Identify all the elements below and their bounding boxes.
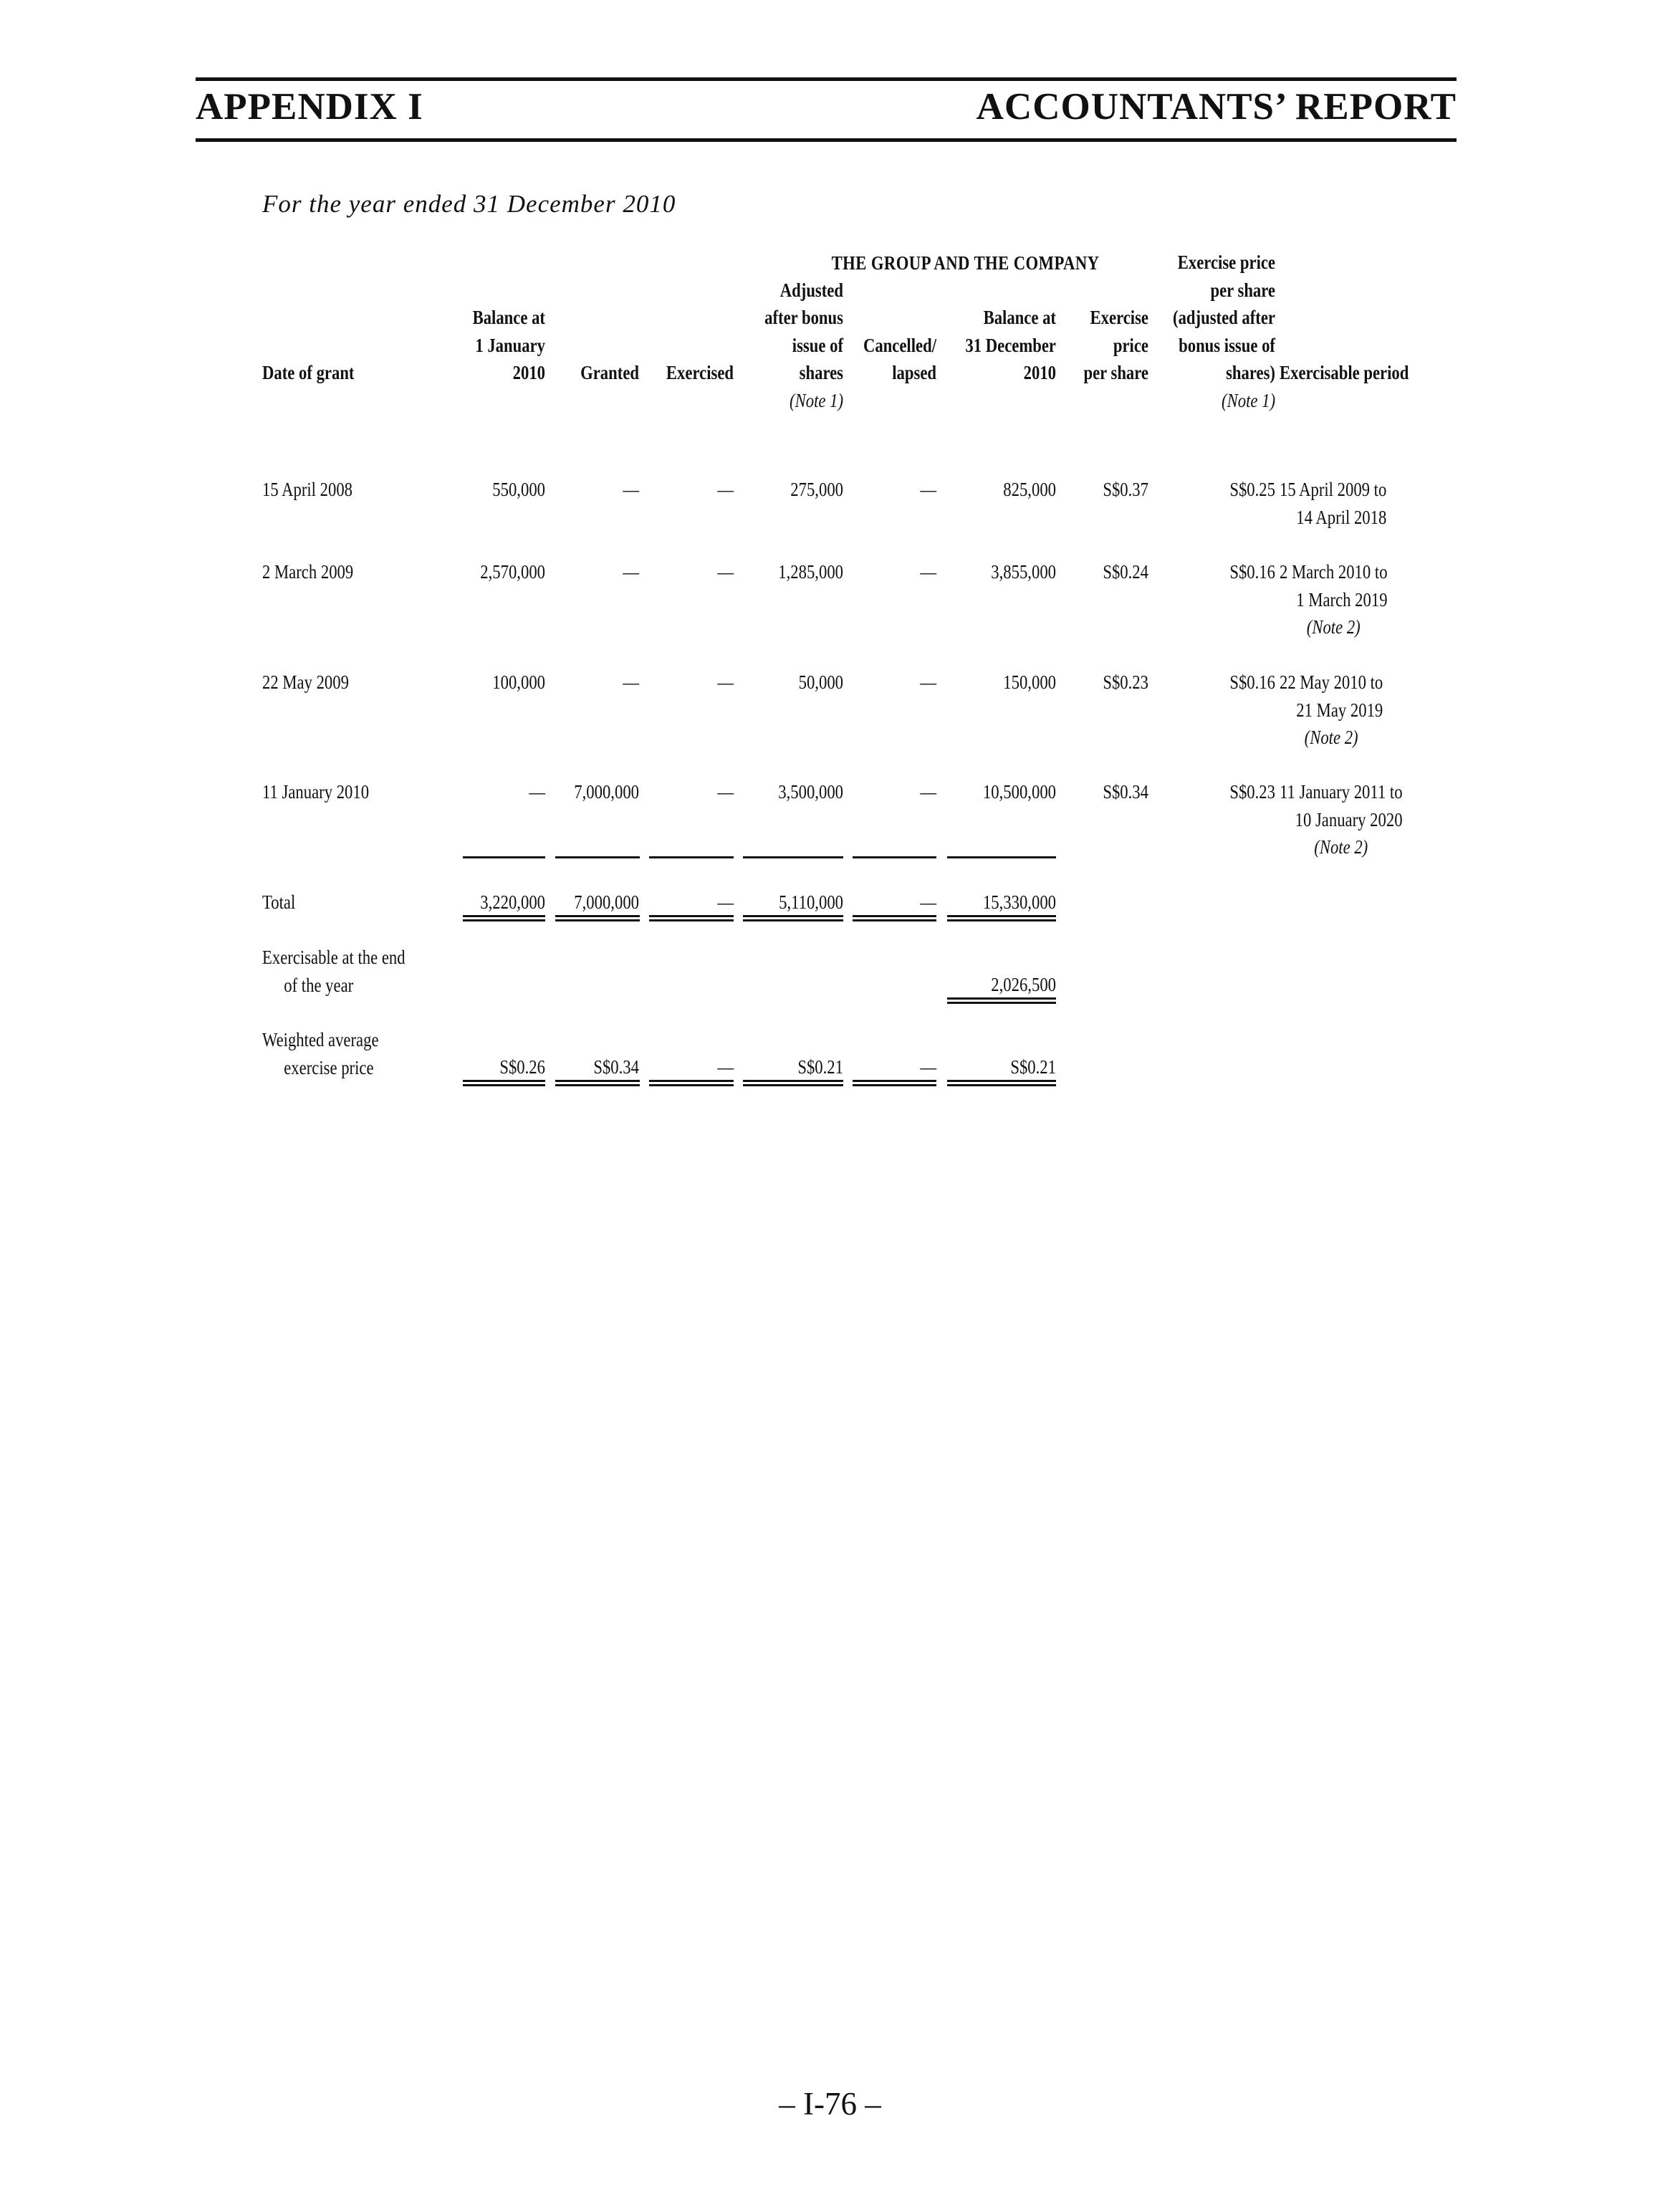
weighted-double-underline — [947, 1080, 1056, 1086]
column-header-line: Exercisable period — [1280, 362, 1409, 383]
exercisable-double-underline — [947, 997, 1056, 1004]
exercisable-label-line: of the year — [284, 974, 354, 996]
total-double-underline — [463, 915, 545, 921]
subtotal-underline — [853, 856, 936, 858]
total-value: 3,220,000 — [480, 891, 545, 913]
granted-cell: — — [623, 561, 639, 583]
exercised-cell: — — [717, 479, 734, 500]
column-header — [262, 359, 459, 387]
exercisable-period-line: 11 January 2011 to — [1280, 781, 1403, 803]
balance-end-cell: 10,500,000 — [982, 781, 1056, 803]
adjusted-exercise-price-cell: S$0.16 — [1229, 561, 1275, 583]
exercise-price-cell: S$0.34 — [1103, 781, 1148, 803]
column-header — [737, 277, 843, 415]
balance-end-cell: 150,000 — [1003, 671, 1056, 693]
weighted-label-line: Weighted average — [262, 1029, 379, 1050]
column-header-line: Exercise — [1090, 307, 1148, 328]
exercised-cell: — — [717, 781, 734, 803]
exercisable-period-line: 2 March 2010 to — [1280, 561, 1388, 583]
column-header-line: per share — [1210, 279, 1275, 301]
granted-cell: — — [623, 671, 639, 693]
column-header-line: issue of — [792, 334, 843, 356]
weighted-double-underline — [463, 1080, 545, 1086]
column-header-line: shares — [799, 362, 843, 383]
column-header-line: 1 January — [475, 334, 545, 356]
column-header — [1151, 249, 1275, 414]
balance-end-cell: 825,000 — [1003, 479, 1056, 500]
cancelled-lapsed-cell: — — [920, 781, 936, 803]
total-value: 5,110,000 — [779, 891, 843, 913]
balance-start-cell: 100,000 — [492, 671, 545, 693]
weighted-price-value: S$0.21 — [1010, 1056, 1056, 1078]
column-header — [1280, 359, 1447, 387]
column-header — [643, 359, 734, 387]
table-group-title: THE GROUP AND THE COMPANY — [831, 252, 1100, 274]
grant-date-cell: 11 January 2010 — [262, 781, 370, 803]
total-double-underline — [947, 915, 1056, 921]
exercise-price-cell: S$0.23 — [1103, 671, 1148, 693]
column-header-line: Cancelled/ — [863, 334, 936, 356]
column-header-line: price — [1113, 334, 1148, 356]
exercise-price-cell: S$0.24 — [1103, 561, 1148, 583]
subtotal-underline — [743, 856, 843, 858]
period-note: (Note 2) — [1314, 836, 1368, 858]
weighted-label-line: exercise price — [284, 1056, 374, 1078]
subtotal-underline — [463, 856, 545, 858]
exercisable-period-line: 21 May 2019 — [1296, 699, 1383, 721]
column-header-line: 31 December — [965, 334, 1056, 356]
column-header-line: Exercise price — [1177, 252, 1275, 273]
total-double-underline — [743, 915, 843, 921]
column-header-line: (adjusted after — [1173, 307, 1275, 328]
weighted-price-value: — — [717, 1056, 734, 1078]
column-header-line: Date of grant — [262, 362, 355, 383]
weighted-price-value: — — [920, 1056, 936, 1078]
adjusted-shares-cell: 275,000 — [790, 479, 843, 500]
appendix-heading: APPENDIX I — [196, 86, 423, 128]
column-header-line: 2010 — [512, 362, 545, 383]
cancelled-lapsed-cell: — — [920, 561, 936, 583]
exercisable-period-cell — [1280, 558, 1388, 641]
adjusted-exercise-price-cell: S$0.25 — [1229, 479, 1275, 500]
exercised-cell: — — [717, 561, 734, 583]
grant-date-cell: 22 May 2009 — [262, 671, 349, 693]
total-double-underline — [853, 915, 936, 921]
subtotal-underline — [947, 856, 1056, 858]
cancelled-lapsed-cell: — — [920, 479, 936, 500]
column-header-line: after bonus — [764, 307, 843, 328]
grant-date-cell: 15 April 2008 — [262, 479, 353, 500]
exercisable-period-cell — [1280, 476, 1386, 531]
header-bottom-rule — [196, 138, 1457, 142]
period-note: (Note 2) — [1306, 616, 1361, 638]
column-header-line: 2010 — [1023, 362, 1056, 383]
column-header-line: Exercised — [666, 362, 734, 383]
exercisable-label-line: Exercisable at the end — [262, 947, 406, 968]
exercisable-period-line: 22 May 2010 to — [1280, 671, 1383, 693]
column-header-note: (Note 1) — [790, 389, 843, 411]
column-header-line: Balance at — [472, 307, 545, 328]
weighted-double-underline — [649, 1080, 734, 1086]
total-double-underline — [649, 915, 734, 921]
weighted-double-underline — [743, 1080, 843, 1086]
total-double-underline — [555, 915, 640, 921]
granted-cell: — — [623, 479, 639, 500]
cancelled-lapsed-cell: — — [920, 671, 936, 693]
granted-cell: 7,000,000 — [574, 781, 639, 803]
exercised-cell: — — [717, 671, 734, 693]
column-header-line: Adjusted — [779, 279, 843, 301]
weighted-price-value: S$0.34 — [593, 1056, 639, 1078]
column-header — [549, 359, 639, 387]
column-header-line: bonus issue of — [1179, 334, 1275, 356]
exercisable-period-line: 1 March 2019 — [1296, 588, 1388, 611]
grant-date-cell: 2 March 2009 — [262, 561, 354, 583]
column-header — [847, 332, 936, 387]
column-header — [459, 304, 545, 387]
column-header-line: Balance at — [983, 307, 1056, 328]
balance-start-cell: 2,570,000 — [480, 561, 545, 583]
balance-start-cell: — — [529, 781, 545, 803]
exercisable-period-line: 14 April 2018 — [1296, 506, 1387, 528]
subtotal-underline — [649, 856, 734, 858]
weighted-label — [262, 1026, 379, 1081]
weighted-price-value: S$0.26 — [499, 1056, 545, 1078]
page-number: – I-76 – — [779, 2086, 881, 2122]
period-subtitle: For the year ended 31 December 2010 — [262, 190, 676, 218]
total-value: 15,330,000 — [982, 891, 1056, 913]
total-value: — — [920, 891, 936, 913]
weighted-double-underline — [555, 1080, 640, 1086]
weighted-double-underline — [853, 1080, 936, 1086]
column-header-line: lapsed — [892, 362, 936, 383]
column-header-line: shares) — [1226, 362, 1275, 383]
adjusted-exercise-price-cell: S$0.23 — [1229, 781, 1275, 803]
adjusted-shares-cell: 3,500,000 — [778, 781, 843, 803]
adjusted-exercise-price-cell: S$0.16 — [1229, 671, 1275, 693]
column-header — [940, 304, 1056, 387]
column-header-line: Granted — [580, 362, 639, 383]
column-header-note: (Note 1) — [1222, 389, 1275, 411]
adjusted-shares-cell: 1,285,000 — [778, 561, 843, 583]
weighted-price-value: S$0.21 — [797, 1056, 843, 1078]
total-value: 7,000,000 — [574, 891, 639, 913]
period-note: (Note 2) — [1304, 727, 1358, 748]
column-header-line: per share — [1083, 362, 1148, 383]
exercisable-period-line: 10 January 2020 — [1295, 808, 1403, 830]
subtotal-underline — [555, 856, 640, 858]
total-value: — — [717, 891, 734, 913]
header-top-rule — [196, 77, 1457, 81]
total-label: Total — [262, 891, 296, 913]
exercise-price-cell: S$0.37 — [1103, 479, 1148, 500]
report-heading: ACCOUNTANTS’ REPORT — [976, 86, 1457, 128]
balance-start-cell: 550,000 — [492, 479, 545, 500]
exercisable-period-line: 15 April 2009 to — [1280, 479, 1387, 500]
exercisable-label — [262, 944, 406, 999]
exercisable-period-cell — [1280, 778, 1403, 861]
column-header — [1057, 304, 1148, 387]
adjusted-shares-cell: 50,000 — [798, 671, 843, 693]
exercisable-value: 2,026,500 — [991, 974, 1056, 995]
exercisable-period-cell — [1280, 669, 1383, 752]
balance-end-cell: 3,855,000 — [991, 561, 1056, 583]
